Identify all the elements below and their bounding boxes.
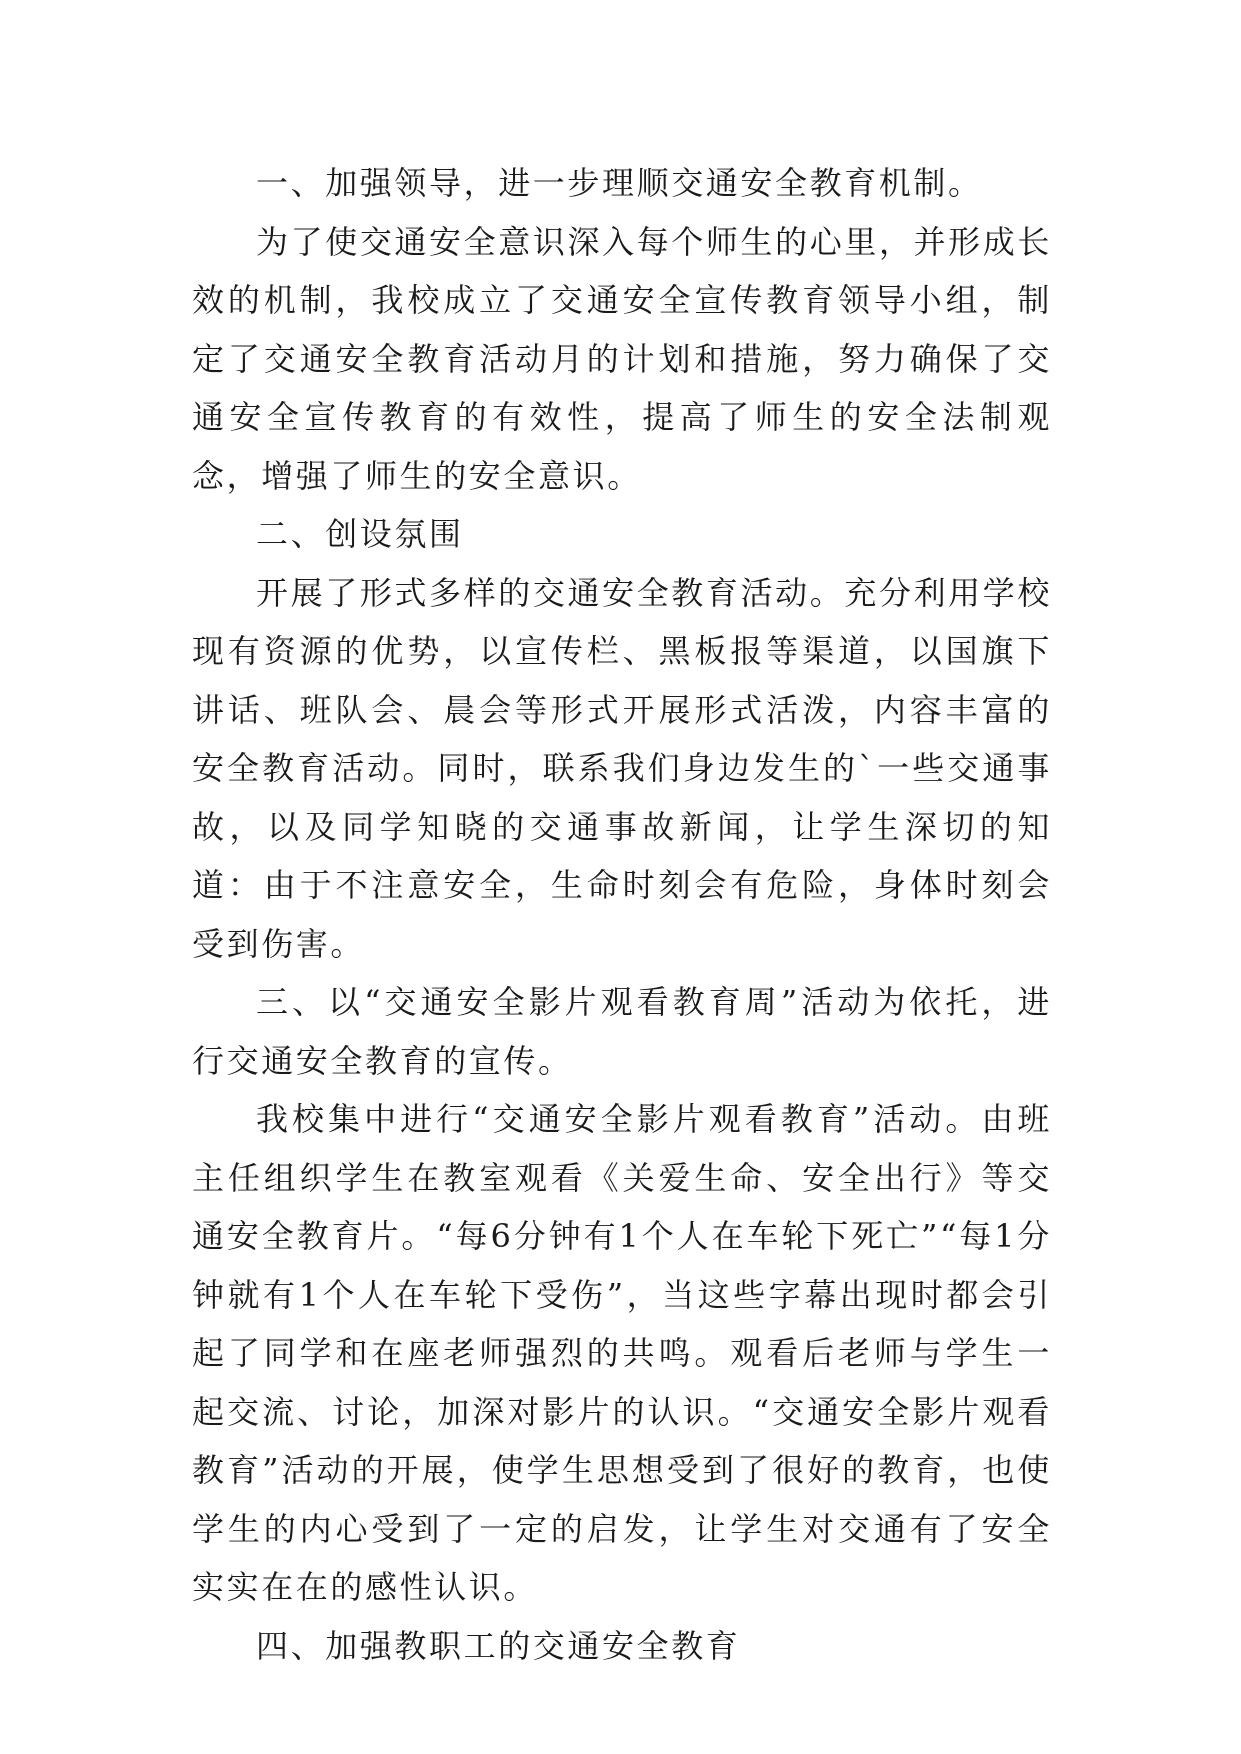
paragraph-3: 我校集中进行“交通安全影片观看教育”活动。由班主任组织学生在教室观看《关爱生命、安全出行》等交通安全教育片。“每6分钟有1个人在车轮下死亡”“每1分钟就有1个人在车轮下受伤”，当这些字幕出现时都会引起了同学和在座老师强烈的共鸣。观看后老师与学生一起交流、讨论，加深对影片的认识。“交通安全影片观看教育”活动的开展，使学生思想受到了很好的教育，也使学生的内心受到了一定的启发，让学生对交通有了安全实实在在的感性认识。 — [192, 1100, 1052, 1606]
paragraph-1: 为了使交通安全意识深入每个师生的心里，并形成长效的机制，我校成立了交通安全宣传教育领导小组，制定了交通安全教育活动月的计划和措施，努力确保了交通安全宣传教育的有效性，提高了师生的安全法制观念，增强了师生的安全意识。 — [192, 222, 1052, 495]
section-heading-3: 三、以“交通安全影片观看教育周”活动为依托，进行交通安全教育的宣传。 — [192, 983, 1052, 1080]
document-body — [192, 154, 1052, 1675]
section-heading-1: 一、加强领导，进一步理顺交通安全教育机制。 — [256, 164, 983, 202]
section-heading-4: 四、加强教职工的交通安全教育 — [256, 1626, 741, 1665]
paragraph-2: 开展了形式多样的交通安全教育活动。充分利用学校现有资源的优势，以宣传栏、黑板报等渠道，以国旗下讲话、班队会、晨会等形式开展形式活泼，内容丰富的安全教育活动。同时，联系我们身边发生的`一些交通事故，以及同学知晓的交通事故新闻，让学生深切的知道：由于不注意安全，生命时刻会有危险，身体时刻会受到伤害。 — [192, 573, 1052, 963]
section-heading-2: 二、创设氛围 — [256, 515, 464, 553]
